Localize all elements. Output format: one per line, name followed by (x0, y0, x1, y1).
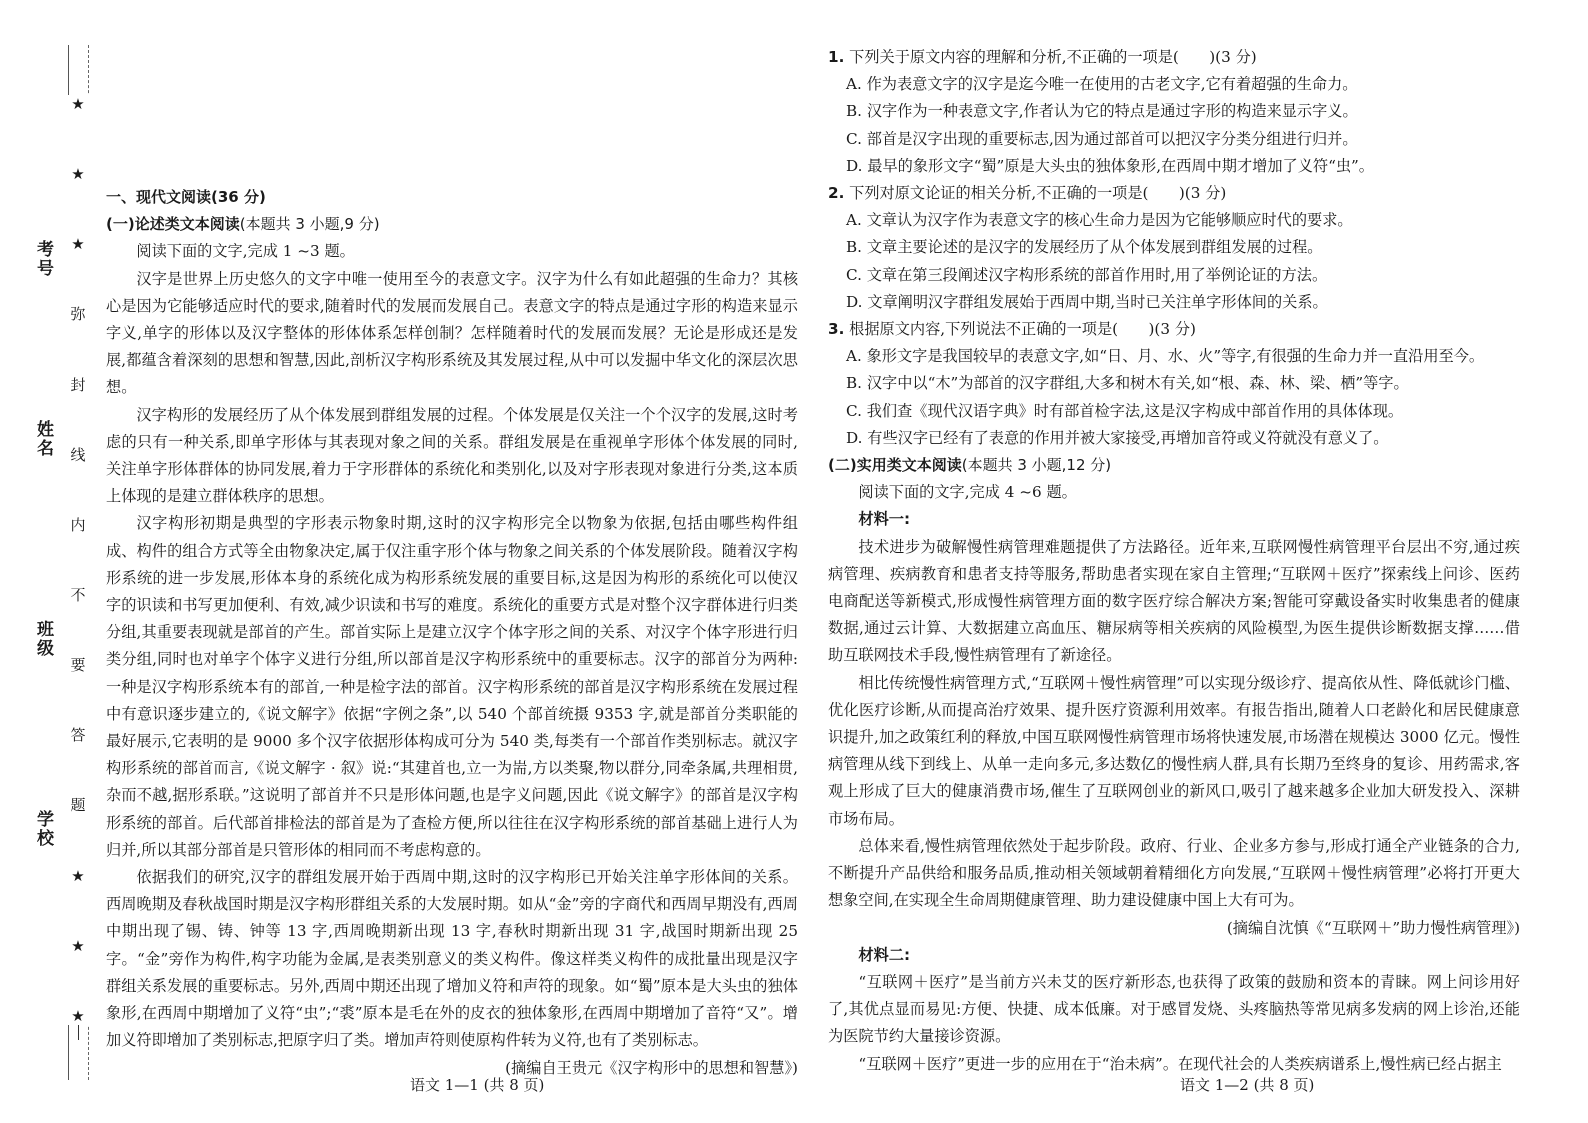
seal-char: 弥 (70, 305, 86, 324)
passage-paragraph: 依据我们的研究,汉字的群组发展开始于西周中期,这时的汉字构形已开始关注单字形体间的关系。西周晚期及春秋战国时期是汉字构形群组关系的大发展时期。如从“金”旁的字商代和西周早期没有,西周中期出现了锡、铸、钟等 13 字,西周晚期新出现 13 字,春秋时期新出现 31 字,战国时期新出现 25 字。“金”旁作为构件,构字功能为金属,是表类别意义的类义构件。像这样类义构件的成批量出现是汉字群组关系发展的重要标志。另外,西周中期还出现了增加义符和声符的现象。如“蜀”原本是大头虫的独体象形,在西周中期增加了义符“虫”;“裘”原本是毛在外的皮衣的独体象形,在西周中期增加了音符“又”。增加义符即增加了类别标志,把原字归了类。增加声符则使原构件转为义符,也有了类别标志。 (106, 868, 798, 1050)
option: B. 汉字作为一种表意文字,作者认为它的特点是通过字形的构造来显示字义。 (846, 102, 1358, 121)
option: D. 最早的象形文字“蜀”原是大头虫的独体象形,在西周中期才增加了义符“虫”。 (846, 156, 1374, 175)
reading-instruction: 阅读下面的文字,完成 4 ~6 题。 (858, 483, 1077, 502)
question-2: 2. 下列对原文论证的相关分析,不正确的一项是( )(3 分) (828, 184, 1227, 203)
section-title: 一、现代文阅读(36 分) (106, 188, 266, 206)
subsection-title: (一)论述类文本阅读(本题共 3 小题,9 分) (106, 215, 380, 234)
material-paragraph: “互联网＋医疗”更进一步的应用在于“治未病”。在现代社会的人类疾病谱系上,慢性病已经占据主 (858, 1054, 1502, 1073)
option: C. 我们查《现代汉语字典》时有部首检字法,这是汉字构成中部首作用的具体体现。 (846, 401, 1404, 420)
passage-paragraph: 汉字构形初期是典型的字形表示物象时期,这时的汉字构形完全以物象为依据,包括由哪些构件组成、构件的组合方式等全由物象决定,属于仅注重字形个体与物象之间关系的个体发展阶段。随着汉字构形系统的进一步发展,形体本身的系统化成为构形系统发展的重要目标,这是因为构形的系统化可以使汉字的识读和书写更加便利、有效,减少识读和书写的难度。系统化的重要方式是对整个汉字群体进行归类分组,其重要表现就是部首的产生。部首实际上是建立汉字个体字形之间的关系、对汉字个体字形进行归类分组,同时也对单字个体字义进行分组,所以部首是汉字构形系统中的重要标志。汉字的部首分为两种:一种是汉字构形系统本有的部首,一种是检字法的部首。汉字构形系统的部首是汉字构形系统在发展过程中有意识逐步建立的,《说文解字》依据“字例之条”,以 540 个部首统摄 9353 字,就是部首分类职能的最好展示,它表明的是 9000 多个汉字依据形体构成可分为 540 类,每类有一个部首作类别标志。就汉字构形系统的部首而言,《说文解字 · 叙》说:“其建首也,立一为耑,方以类聚,物以群分,同牵条属,共理相贯,杂而不越,据形系联。”这说明了部首并不只是形体问题,也是字义问题,因此《说文解字》的部首是汉字构形系统的部首。后代部首排检法的部首是为了查检方便,所以往往在汉字构形系统的部首基础上进行人为归并,所以其部分部首是只管形体的相同而不考虑构意的。 (106, 514, 798, 859)
binding-strip (0, 0, 110, 1123)
page-footer-right: 语文 1—2 (共 8 页) (1180, 1076, 1315, 1094)
seal-char: 线 (70, 445, 86, 464)
seal-char: 答 (70, 726, 86, 745)
passage-paragraph: 汉字是世界上历史悠久的文字中唯一使用至今的表意文字。汉字为什么有如此超强的生命力？其核心是因为它能够适应时代的要求,随着时代的发展而发展自己。表意文字的特点是通过字形的构造来显示字义,单字的形体以及汉字整体的形体体系怎样创制？怎样随着时代的发展而发展？无论是形成还是发展,都蕴含着深刻的思想和智慧,因此,剖析汉字构形系统及其发展过程,从中可以发掘中华文化的深层次思想。 (106, 269, 798, 397)
option: D. 文章阐明汉字群组发展始于西周中期,当时已关注单字形体间的关系。 (846, 292, 1328, 311)
question-3: 3. 根据原文内容,下列说法不正确的一项是( )(3 分) (828, 320, 1196, 339)
seal-char: 要 (70, 656, 86, 675)
option: C. 文章在第三段阐述汉字构形系统的部首作用时,用了举例论证的方法。 (846, 265, 1328, 284)
left-page (106, 184, 798, 1082)
material-paragraph: “互联网＋医疗”是当前方兴未艾的医疗新形态,也获得了政策的鼓励和资本的青睐。网上问诊用好了,其优点显而易见:方便、快捷、成本低廉。对于感冒发烧、头疼脑热等常见病多发病的网上诊治,还能为医院节约大量接诊资源。 (828, 972, 1520, 1046)
name-label: 姓名 (33, 420, 53, 458)
material-title: 材料二: (858, 945, 911, 964)
star-icon: ★ (71, 1006, 85, 1025)
star-icon: ★ (71, 235, 85, 254)
reading-instruction: 阅读下面的文字,完成 1 ~3 题。 (136, 242, 355, 261)
seal-char: 题 (70, 796, 86, 815)
right-page (828, 44, 1520, 1078)
star-icon: ★ (71, 866, 85, 885)
page-footer-left: 语文 1—1 (共 8 页) (410, 1076, 545, 1094)
passage-source: (摘编自王贵元《汉字构形中的思想和智慧》) (505, 1058, 798, 1077)
material-title: 材料一: (858, 510, 911, 529)
star-icon: ★ (71, 936, 85, 955)
seal-char: 内 (70, 515, 86, 534)
option: D. 有些汉字已经有了表意的作用并被大家接受,再增加音符或义符就没有意义了。 (846, 428, 1389, 447)
seal-char: 不 (70, 585, 86, 604)
star-icon: ★ (71, 95, 85, 113)
material-source: (摘编自沈慎《“互联网＋”助力慢性病管理》) (1226, 918, 1520, 937)
passage-paragraph: 汉字构形的发展经历了从个体发展到群组发展的过程。个体发展是仅关注一个个汉字的发展,这时考虑的只有一种关系,即单字形体与其表现对象之间的关系。群组发展是在重视单字形体个体发展的同时,关注单字形体群体的协同发展,着力于字形群体的系统化和类别化,以及对字形表现对象进行分类,这本质上体现的是建立群体秩序的思想。 (106, 405, 798, 506)
exam-number-label: 考号 (33, 240, 53, 278)
material-paragraph: 总体来看,慢性病管理依然处于起步阶段。政府、行业、企业多方参与,形成打通全产业链条的合力,不断提升产品供给和服务品质,推动相关领域朝着精细化方向发展,“互联网＋慢性病管理”必将打开更大想象空间,在实现全生命周期健康管理、助力建设健康中国上大有可为。 (828, 836, 1520, 910)
option: C. 部首是汉字出现的重要标志,因为通过部首可以把汉字分类分组进行归并。 (846, 129, 1358, 148)
star-icon: ★ (71, 165, 85, 184)
school-label: 学校 (33, 810, 53, 848)
material-paragraph: 技术进步为破解慢性病管理难题提供了方法路径。近年来,互联网慢性病管理平台层出不穷,通过疾病管理、疾病教育和患者支持等服务,帮助患者实现在家自主管理;“互联网＋医疗”探索线上问诊、医药电商配送等新模式,形成慢性病管理方面的数字医疗综合解决方案;智能可穿戴设备实时收集患者的健康数据,通过云计算、大数据建立高血压、糖尿病等相关疾病的风险模型,为医生提供诊断数据支撑……借助互联网技术手段,慢性病管理有了新途径。 (828, 537, 1520, 665)
option: B. 汉字中以“木”为部首的汉字群组,大多和树木有关,如“根、森、林、梁、栖”等字。 (846, 374, 1409, 393)
option: B. 文章主要论述的是汉字的发展经历了从个体发展到群组发展的过程。 (846, 238, 1323, 257)
subsection-title: (二)实用类文本阅读(本题共 3 小题,12 分) (828, 456, 1112, 475)
material-paragraph: 相比传统慢性病管理方式,“互联网＋慢性病管理”可以实现分级诊疗、提高依从性、降低就诊门槛、优化医疗诊断,从而提高治疗效果、提升医疗资源利用效率。有报告指出,随着人口老龄化和居民健康意识提升,加之政策红利的释放,中国互联网慢性病管理市场将快速发展,市场潜在规模达 3000 亿元。慢性病管理从线下到线上、从单一走向多元,多达数亿的慢性病人群,具有长期乃至终身的复诊、用药需求,客观上形成了巨大的健康消费市场,催生了互联网创业的新风口,吸引了越来越多企业加大研发投入、深耕市场布局。 (828, 673, 1520, 828)
option: A. 象形文字是我国较早的表意文字,如“日、月、水、火”等字,有很强的生命力并一直沿用至今。 (846, 347, 1485, 366)
class-label: 班级 (33, 620, 53, 658)
seal-notice (67, 95, 89, 1025)
seal-char: 封 (70, 375, 86, 394)
option: A. 作为表意文字的汉字是迄今唯一在使用的古老文字,它有着超强的生命力。 (846, 75, 1358, 94)
question-1: 1. 下列关于原文内容的理解和分析,不正确的一项是( )(3 分) (828, 48, 1257, 66)
option: A. 文章认为汉字作为表意文字的核心生命力是因为它能够顺应时代的要求。 (846, 211, 1353, 230)
